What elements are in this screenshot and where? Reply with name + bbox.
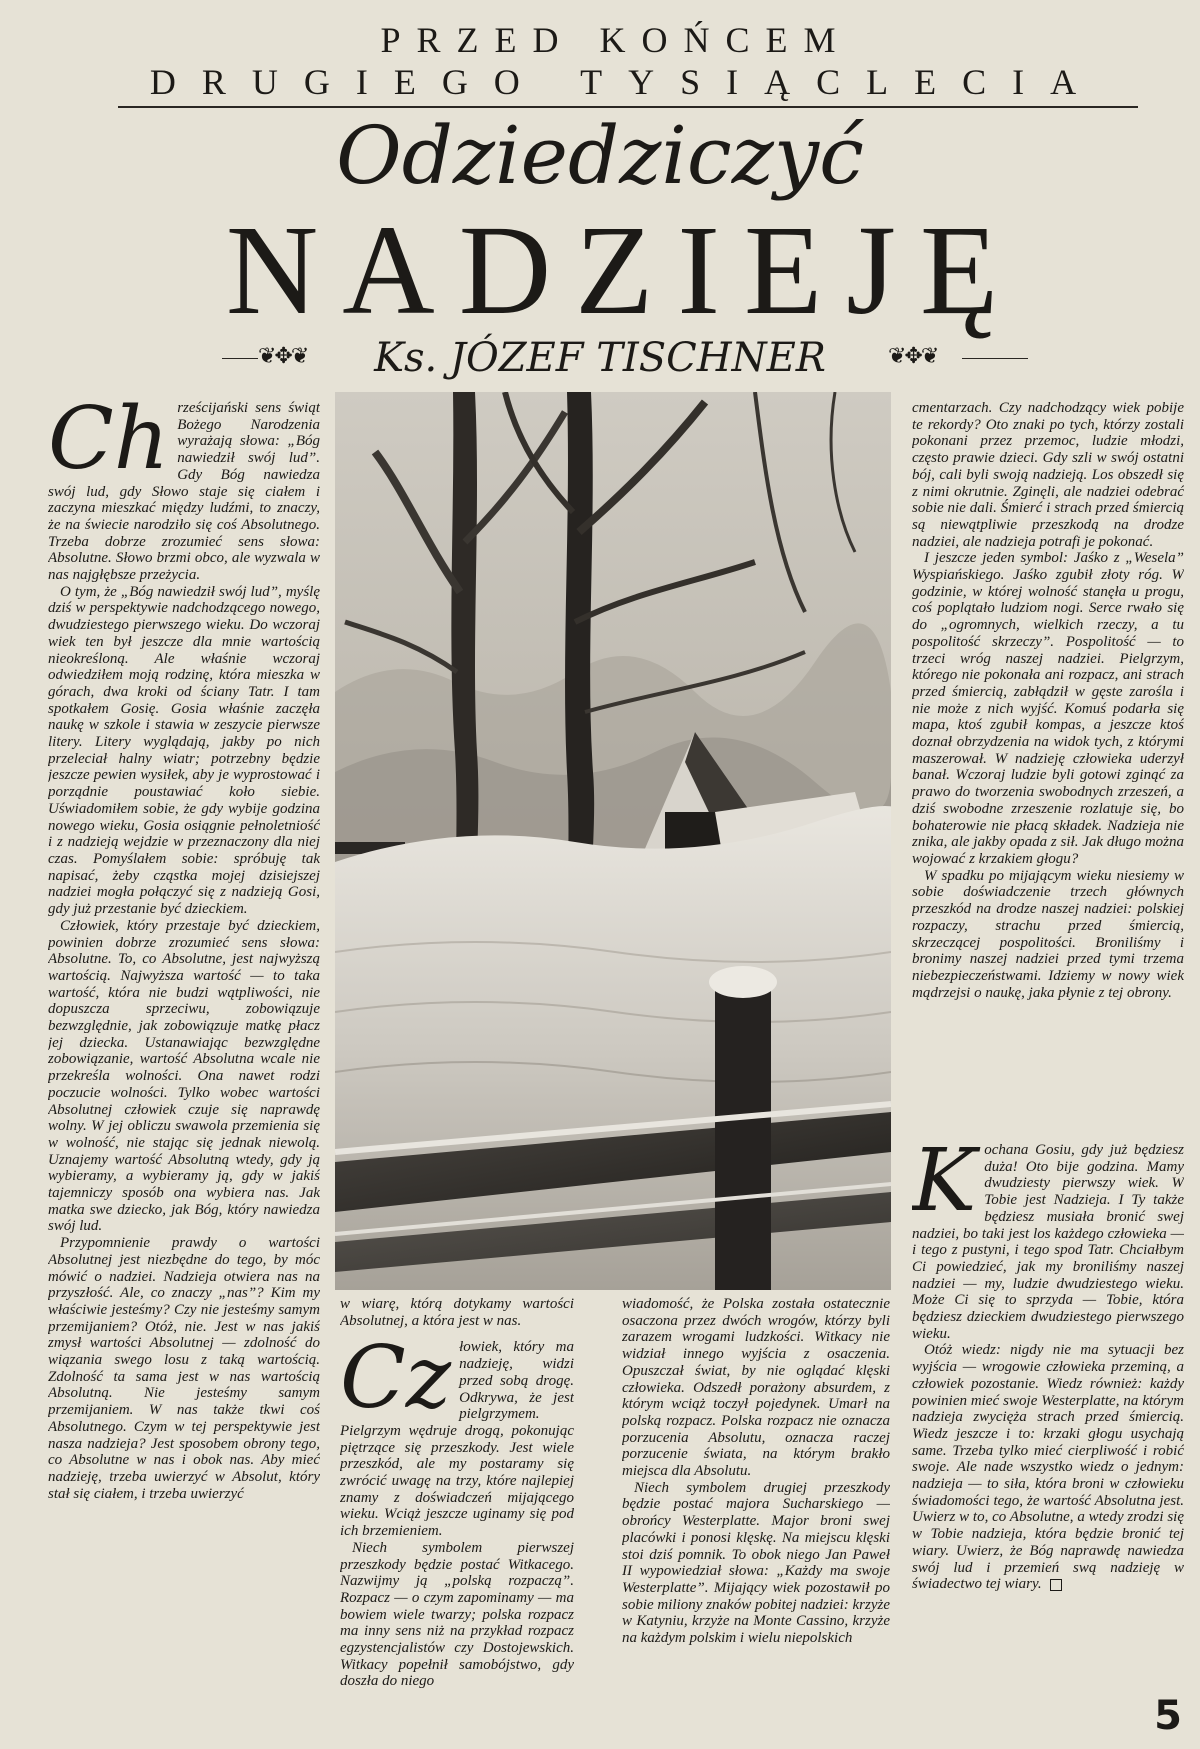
page-number: 5 — [1154, 1693, 1182, 1739]
winter-landscape-photo — [335, 392, 891, 1290]
kicker-line-1: PRZED KOŃCEM — [380, 20, 852, 60]
kicker-line-2: DRUGIEGO TYSIĄCLECIA — [149, 62, 1103, 102]
article-column-4-top — [912, 400, 1184, 1138]
ornament-left-icon: ❦✥❦ — [258, 344, 308, 369]
paragraph: w wiarę, którą dotykamy wartości Absolutnej, a która jest w nas. — [340, 1296, 574, 1329]
paragraph: Niech symbolem pierwszej przeszkody będzie postać Witkacego. Nazwijmy ją „polską rozpaczą”. Rozpacz — o czym zapominamy — ma bowiem wiele twarzy; polska rozpacz ma inny sens niż na przykład rozpacz egzystencjalistów czy Dostojewskich. Witkacy popełnił samobójstwo, gdy doszła do niego — [340, 1539, 574, 1690]
paragraph: Niech symbolem drugiej przeszkody będzie postać majora Sucharskiego — obrońcy Westerplatte. Major broni swej placówki i ponosi klęskę. Na miejscu klęski stoi dziś pomnik. To obok niego Jan Paweł II wypowiedział słowa: „Każdy ma swoje Westerplatte”. Mijający wiek pozostawił po sobie miliony znaków pobitej nadziei: krzyże w Katyniu, krzyże na Monte Cassino, krzyże na każdym polskim i wielu niepolskich — [622, 1479, 890, 1647]
paragraph — [48, 400, 320, 584]
paragraph: wiadomość, że Polska została ostatecznie osaczona przez dwóch wrogów, którzy byli zarazem wrogami ludzkości. Witkacy nie widział innego wyjścia z osaczenia. Opuszczał świat, by nie oglądać klęski człowieka. Odszedł porażony absurdem, z którym wciąż toczył pojedynek. Umarł na polską rozpacz. Polska rozpacz nie oznacza porzucenia Absolutu, oznacza raczej porzucenie świata, na którym brakło miejsca dla Absolutu. — [622, 1296, 890, 1480]
article-column-2 — [340, 1296, 574, 1718]
paragraph — [912, 1142, 1184, 1342]
paragraph-text: Otóż wiedz: nigdy nie ma sytuacji bez wyjścia — wrogowie człowieka przeminą, a człowiek pozostanie. Wiedz również: każdy powinien mieć swoje Westerplatte, na którym nadzieja zwycięża strach przed śmiercią. Wiedz jeszcze i to: krzaki głogu usychają same. Trzeba tylko mieć cierpliwość i robić swoje. Ale nade wszystko wiedz o jednym: nadzieja — to siła, która broni w człowieku świadomości tego, że wartość Absolutna jest. Uwierz w to, co Absolutne, a wtedy zrodzi się w Tobie nadzieja, która będzie bronić tej wiary. Uwierz, że Bóg naprawdę nawiedza swój lud i przemień swą nadzieję w świadectwo tej wiary. — [912, 1342, 1184, 1593]
paragraph: Człowiek, który przestaje być dzieckiem, powinien dobrze zrozumieć sens słowa: Absolutne. To, co Absolutne, jest najwyższą wartością. Najwyższa wartość — to taka wartość, która nie budzi wątpliwości, nie dopuszcza sprzeciwu, zobowiązuje bezwzględnie, jak zobowiązuje matkę płacz jej dziecka. Ustanawiając bezwzględne zobowiązanie, wartość Absolutna wcale nie przekreśla wolności. Ona nawet rodzi poczucie wolności. Tylko wobec wartości Absolutnej człowiek czuje się naprawdę wolny. W jej obliczu swawola przemienia się w wolność, nie stając się jednak niewolą. Uznajemy wartość Absolutną wtedy, gdy ją wybieramy, a wybieramy ją, gdy w jakiś tajemniczy sposób ona wybiera nas. Jak matka swe dziecko, jak Bóg, który nawiedza swój lud. — [48, 917, 320, 1235]
paragraph: O tym, że „Bóg nawiedził swój lud”, myślę dziś w perspektywie nadchodzącego nowego, dwudziestego pierwszego wieku. Do wczoraj wiek ten był jeszcze dla mnie wartością nieokreśloną. Ale właśnie wczoraj odwiedziłem moją rodzinę, która mieszka w górach, dwa kroki od ściany Tatr. I tam spotkałem Gosię. Gosia właśnie zaczęła naukę w szkole i stawia w zeszycie pierwsze litery. Litery wyglądają, jakby po nich przeleciał halny wiatr; potrzebny będzie jeszcze pewien wysiłek, aby je wyprostować i porządnie poustawiać koło siebie. Uświadomiłem sobie, że gdy wybije godzina nowego wieku, Gosia osiągnie pełnoletniość i z nadzieją wejdzie w przeznaczony dla niej czas. Pomyślałem sobie: spróbuję tak napisać, żeby cząstka mojej dzisiejszej nadziei mogła połączyć się z nadzieją Gosi, gdy już przestanie być dzieckiem. — [48, 583, 320, 918]
paragraph — [912, 1342, 1184, 1593]
winter-landscape-icon — [335, 392, 891, 1290]
drop-cap-k: K — [912, 1142, 977, 1231]
paragraph: Przypomnienie prawdy o wartości Absolutnej jest niezbędne do tego, by móc mówić o nadziei. Nadzieja otwiera nas na przyszłość. Ale, co znaczy „nas”? Kim my właściwie jesteśmy? Czy nie jesteśmy samym przemijaniem? Otóż, nie. Jest w nas jakiś zmysł wartości Absolutnej — zdolność do wiązania swego losu z taką wartością. Zdolność ta sama jest w nas wartością Absolutną. Nie jesteśmy samym przemijaniem. W nas także tkwi coś Absolutnego. Czym w tej perspektywie jest nasza nadzieja? Jest sposobem obrony tego, co Absolutne w nas i obok nas. Aby mieć nadzieję, trzeba uwierzyć w Absolut, który stał się ciałem, i trzeba uwierzyć — [48, 1235, 320, 1502]
drop-cap-cz: Cz — [340, 1328, 452, 1429]
paragraph-text: ochana Gosiu, gdy już będziesz duża! Oto bije godzina. Mamy dwudziesty pierwszy wiek. W Tobie jest Nadzieja. I Ty także będziesz musiała bronić swej nadziei, bo taki jest los każdego człowieka — i tego z pustyni, i tego spod Tatr. Chciałbym Ci powiedzieć, jak my broniliśmy naszej nadziei — my, ludzie dwudziestego wieku. Może Ci się to sprzyda — Tobie, która będziesz dzieckiem dwudziestego pierwszego wieku. — [912, 1142, 1184, 1342]
title-line-1: Odziedziczyć — [336, 109, 864, 202]
paragraph-text: rześcijański sens świąt Bożego Narodzenia wyrażają słowa: „Bóg nawiedził swój lud”. Gdy Bóg nawiedza swój lud, gdy Słowo staje się ciałem i zaczyna mieszkać między ludźmi, to znaczy, że na świecie narodziło się coś Absolutnego. Trzeba dobrze zrozumieć sens słowa: Absolutne. Słowo brzmi obco, ale wyzwala w nas najgłębsze przeżycia. — [48, 400, 320, 584]
paragraph: W spadku po mijającym wieku niesiemy w sobie doświadczenie trzech głównych przeszkód na drodze naszej nadziei: polskiej rozpaczy, strachu przed śmiercią, skrzeczącej pospolitości. Broniliśmy i bronimy naszej nadziei przed tymi trzema niebezpieczeństwami. Idziemy w nowy wiek mądrzejsi o naukę, jaka płynie z tej obrony. — [912, 867, 1184, 1001]
title-line-2: NADZIEJĘ — [225, 199, 1023, 341]
paragraph: I jeszcze jeden symbol: Jaśko z „Wesela” Wyspiańskiego. Jaśko zgubił złoty róg. W godzinie, w której wolność stanęła u progu, coś poplątało ludziom nogi. Serce rwało się do „ogromnych, wielkich rzeczy, a tu pospolitość skrzeczy”. Pospolitość — to trzeci wróg naszej nadziei. Pielgrzym, którego nie pokonała ani rozpacz, ani strach przed śmiercią, zabłądził w gęste zarośla i nie może z nich wyjść. Komuś podarła się mapa, ktoś zgubił kompas, a jeszcze ktoś doznał obrzydzenia na widok tych, z którymi maszerował. W nadzieję człowieka uderzył banał. Wczoraj ludzie byli gotowi zginąć za prawo do tworzenia swobodnych zrzeszeń, a dziś swobodne zrzeszenie rozlatuje się, bo bohaterowie nie płacą składek. Nadzieja nie znika, ale jakby opada z sił. Jak długo można wojować z krzakiem głogu? — [912, 550, 1184, 867]
ornament-right-icon: ❦✥❦ — [888, 344, 938, 369]
paragraph — [340, 1328, 574, 1540]
header-rule — [118, 106, 1138, 108]
article-column-3 — [622, 1296, 890, 1718]
article-column-1 — [48, 400, 320, 1718]
end-mark-icon — [1050, 1579, 1062, 1591]
drop-cap-ch: Ch — [48, 400, 170, 489]
paragraph-text: łowiek, który ma nadzieję, widzi przed sobą drogę. Odkrywa, że jest pielgrzymem. Pielgrzym wędruje drogą, pokonując piętrzące się przeszkody. Jest wiele przeszkód, ale my postaramy się zwrócić uwagę na trzy, które najlepiej znamy z doświadczeń mijającego wieku. Wciąż jeszcze uginamy się pod ich brzemieniem. — [340, 1339, 574, 1540]
byline-block — [0, 336, 1200, 386]
author-byline: Ks. JÓZEF TISCHNER — [374, 335, 826, 381]
article-column-4-bottom — [912, 1142, 1184, 1726]
paragraph: cmentarzach. Czy nadchodzący wiek pobije te rekordy? Oto znaki po tych, którzy zostali pokonani przez przemoc, ludzie młodzi, często prawie dzieci. Gdy szli w swój ostatni bój, cali byli swoją nadzieją. Los obszedł się z nimi okrutnie. Zginęli, ale nadziei odebrać sobie nie dali. Śmierć i strach przed śmiercią są niewątpliwie przeszkodą na drodze nadziei, ale nadzieja potrafi je pokonać. — [912, 400, 1184, 550]
